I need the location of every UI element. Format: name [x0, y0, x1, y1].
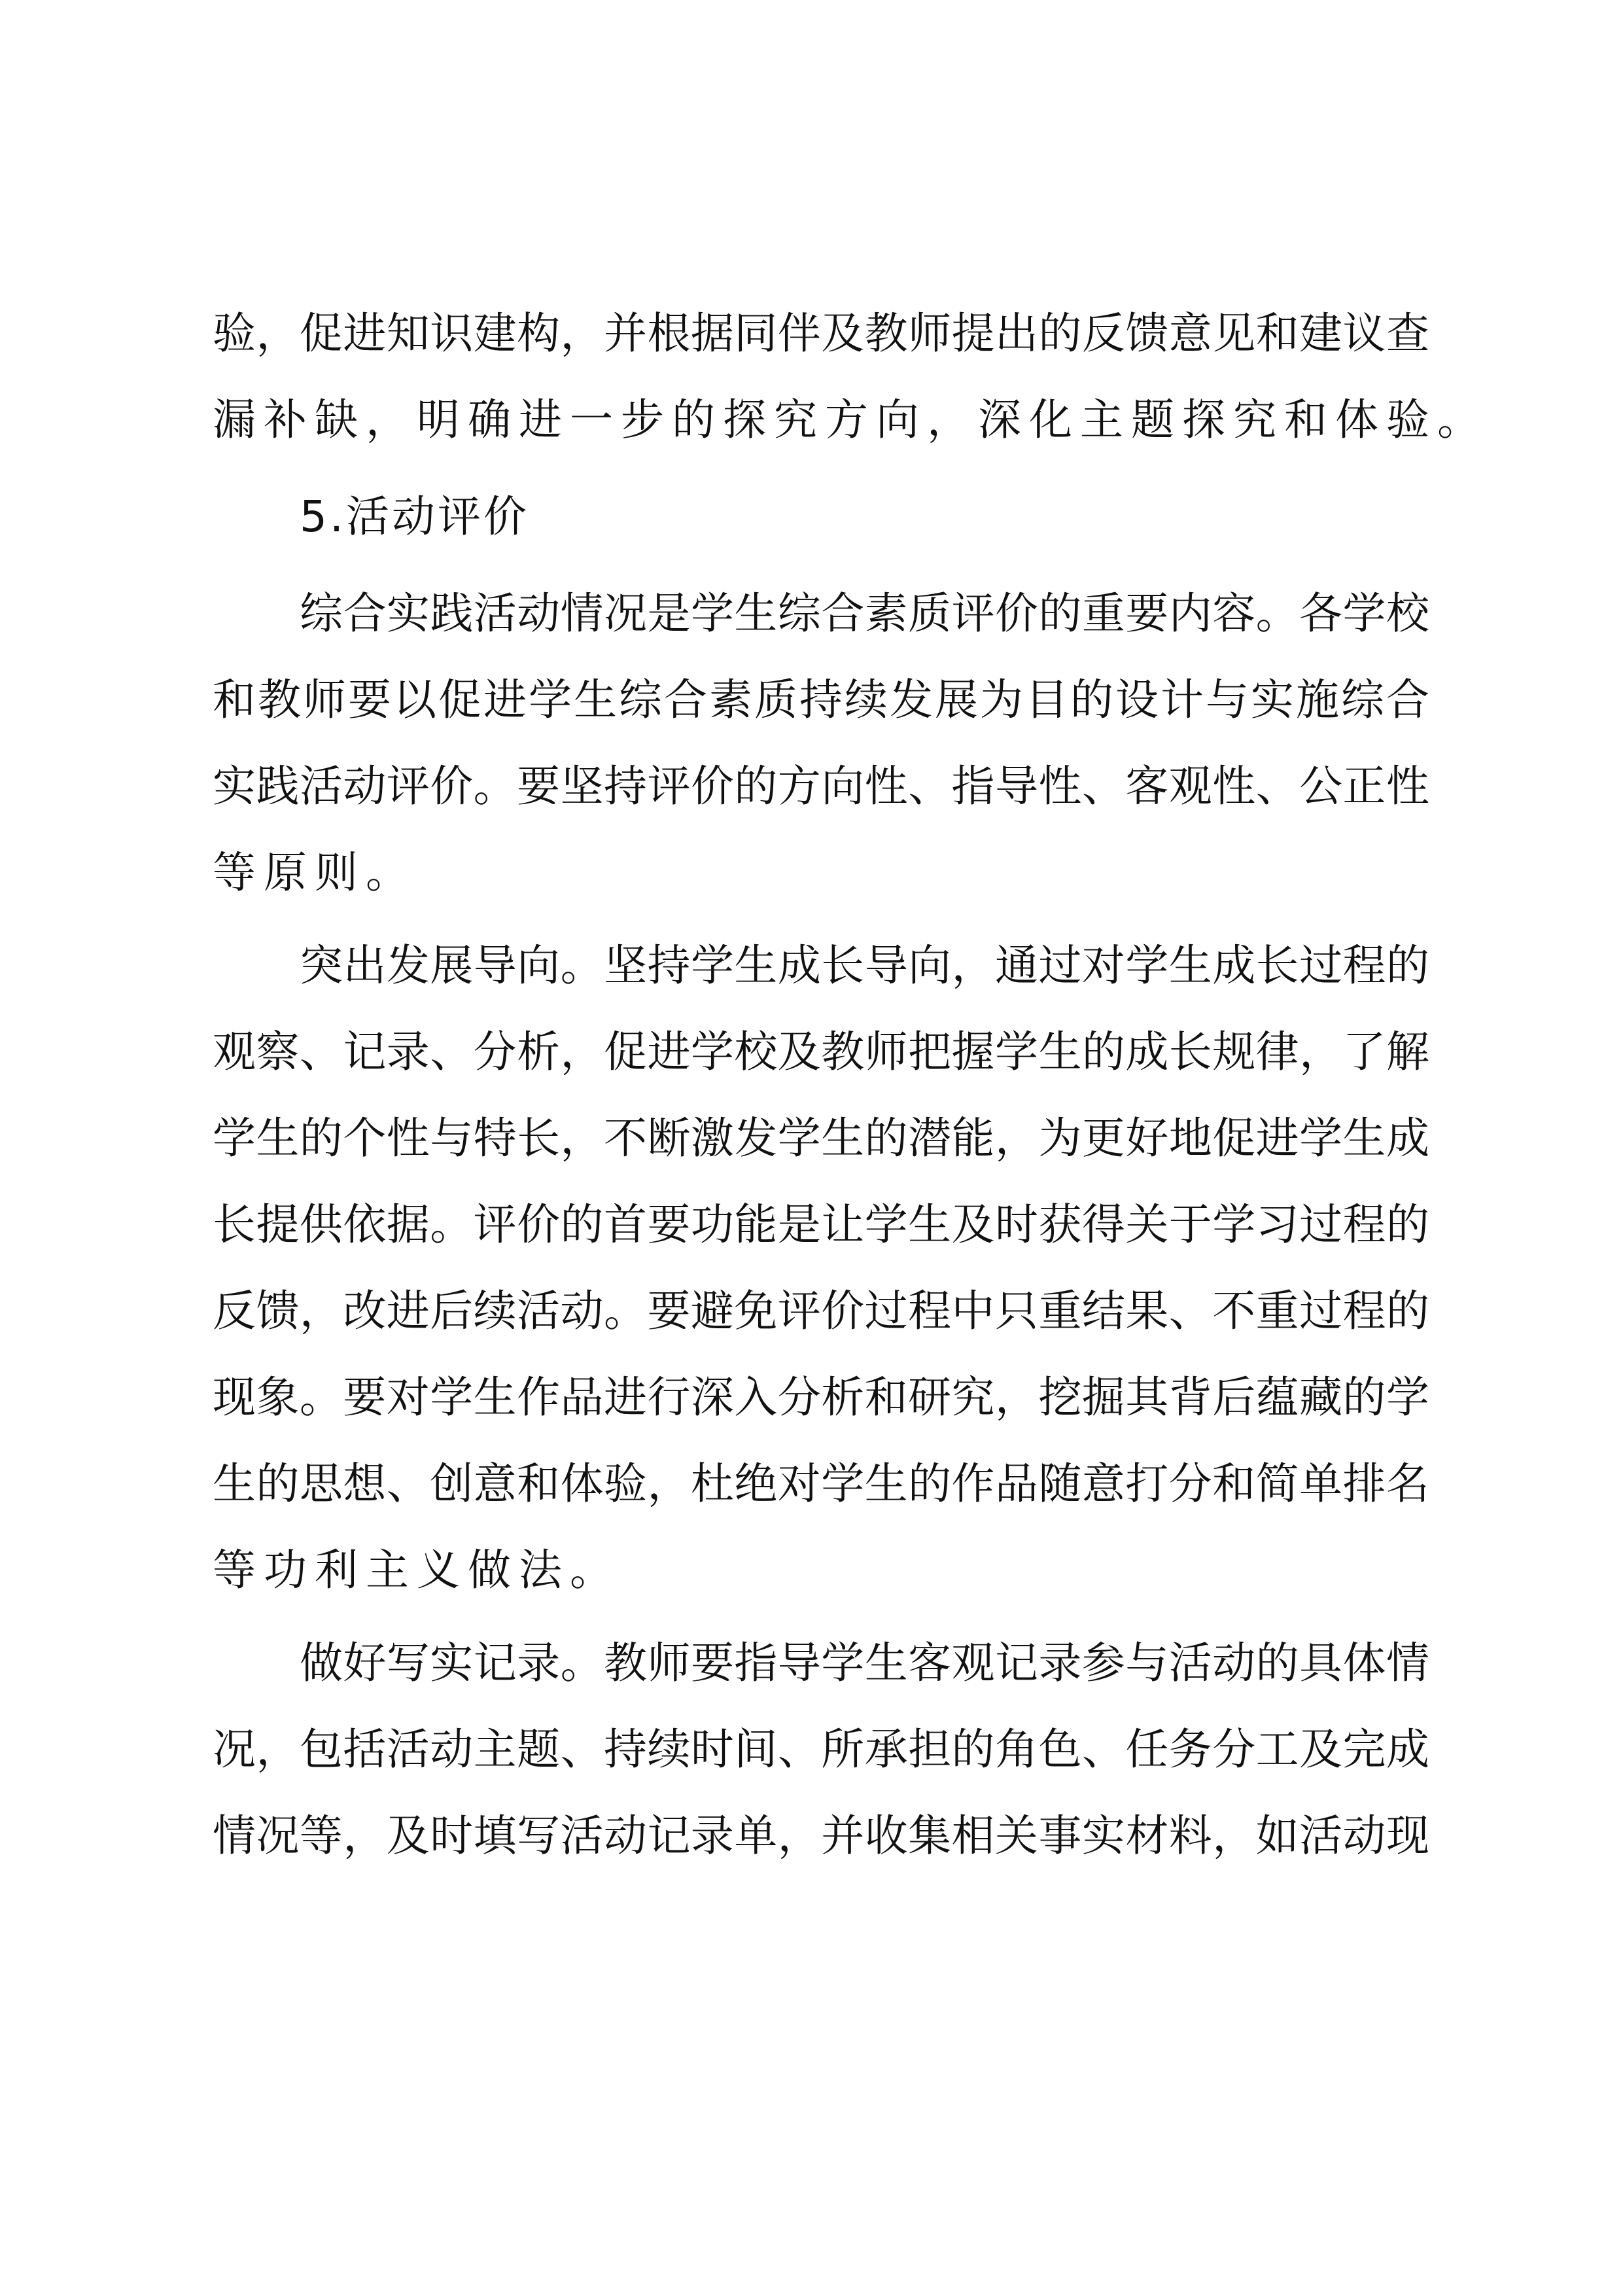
paragraph-line: 实践活动评价。要坚持评价的方向性、指导性、客观性、公正性 [213, 761, 1429, 811]
paragraph-line: 学生的个性与特长，不断激发学生的潜能，为更好地促进学生成 [213, 1113, 1429, 1163]
paragraph-line: 等功利主义做法。 [213, 1545, 621, 1595]
paragraph-line: 等原则。 [213, 847, 417, 898]
paragraph-line: 现象。要对学生作品进行深入分析和研究，挖掘其背后蕴藏的学 [213, 1372, 1429, 1422]
paragraph-line: 突出发展导向。坚持学生成长导向，通过对学生成长过程的 [300, 940, 1429, 991]
paragraph-line: 观察、记录、分析，促进学校及教师把握学生的成长规律，了解 [213, 1027, 1429, 1077]
paragraph-line: 做好写实记录。教师要指导学生客观记录参与活动的具体情 [300, 1638, 1429, 1688]
paragraph-line: 生的思想、创意和体验，杜绝对学生的作品随意打分和简单排名 [213, 1458, 1429, 1509]
paragraph-line: 反馈，改进后续活动。要避免评价过程中只重结果、不重过程的 [213, 1286, 1429, 1336]
paragraph-line: 验，促进知识建构，并根据同伴及教师提出的反馈意见和建议查 [213, 308, 1429, 359]
paragraph-line: 况，包括活动主题、持续时间、所承担的角色、任务分工及完成 [213, 1724, 1429, 1775]
paragraph-line: 综合实践活动情况是学生综合素质评价的重要内容。各学校 [300, 588, 1429, 639]
section-heading: 5.活动评价 [300, 491, 529, 542]
paragraph-line: 漏补缺，明确进一步的探究方向，深化主题探究和体验。 [213, 395, 1488, 445]
paragraph-line: 和教师要以促进学生综合素质持续发展为目的设计与实施综合 [213, 675, 1429, 725]
paragraph-line: 长提供依据。评价的首要功能是让学生及时获得关于学习过程的 [213, 1199, 1429, 1250]
paragraph-line: 情况等，及时填写活动记录单，并收集相关事实材料，如活动现 [213, 1810, 1429, 1861]
